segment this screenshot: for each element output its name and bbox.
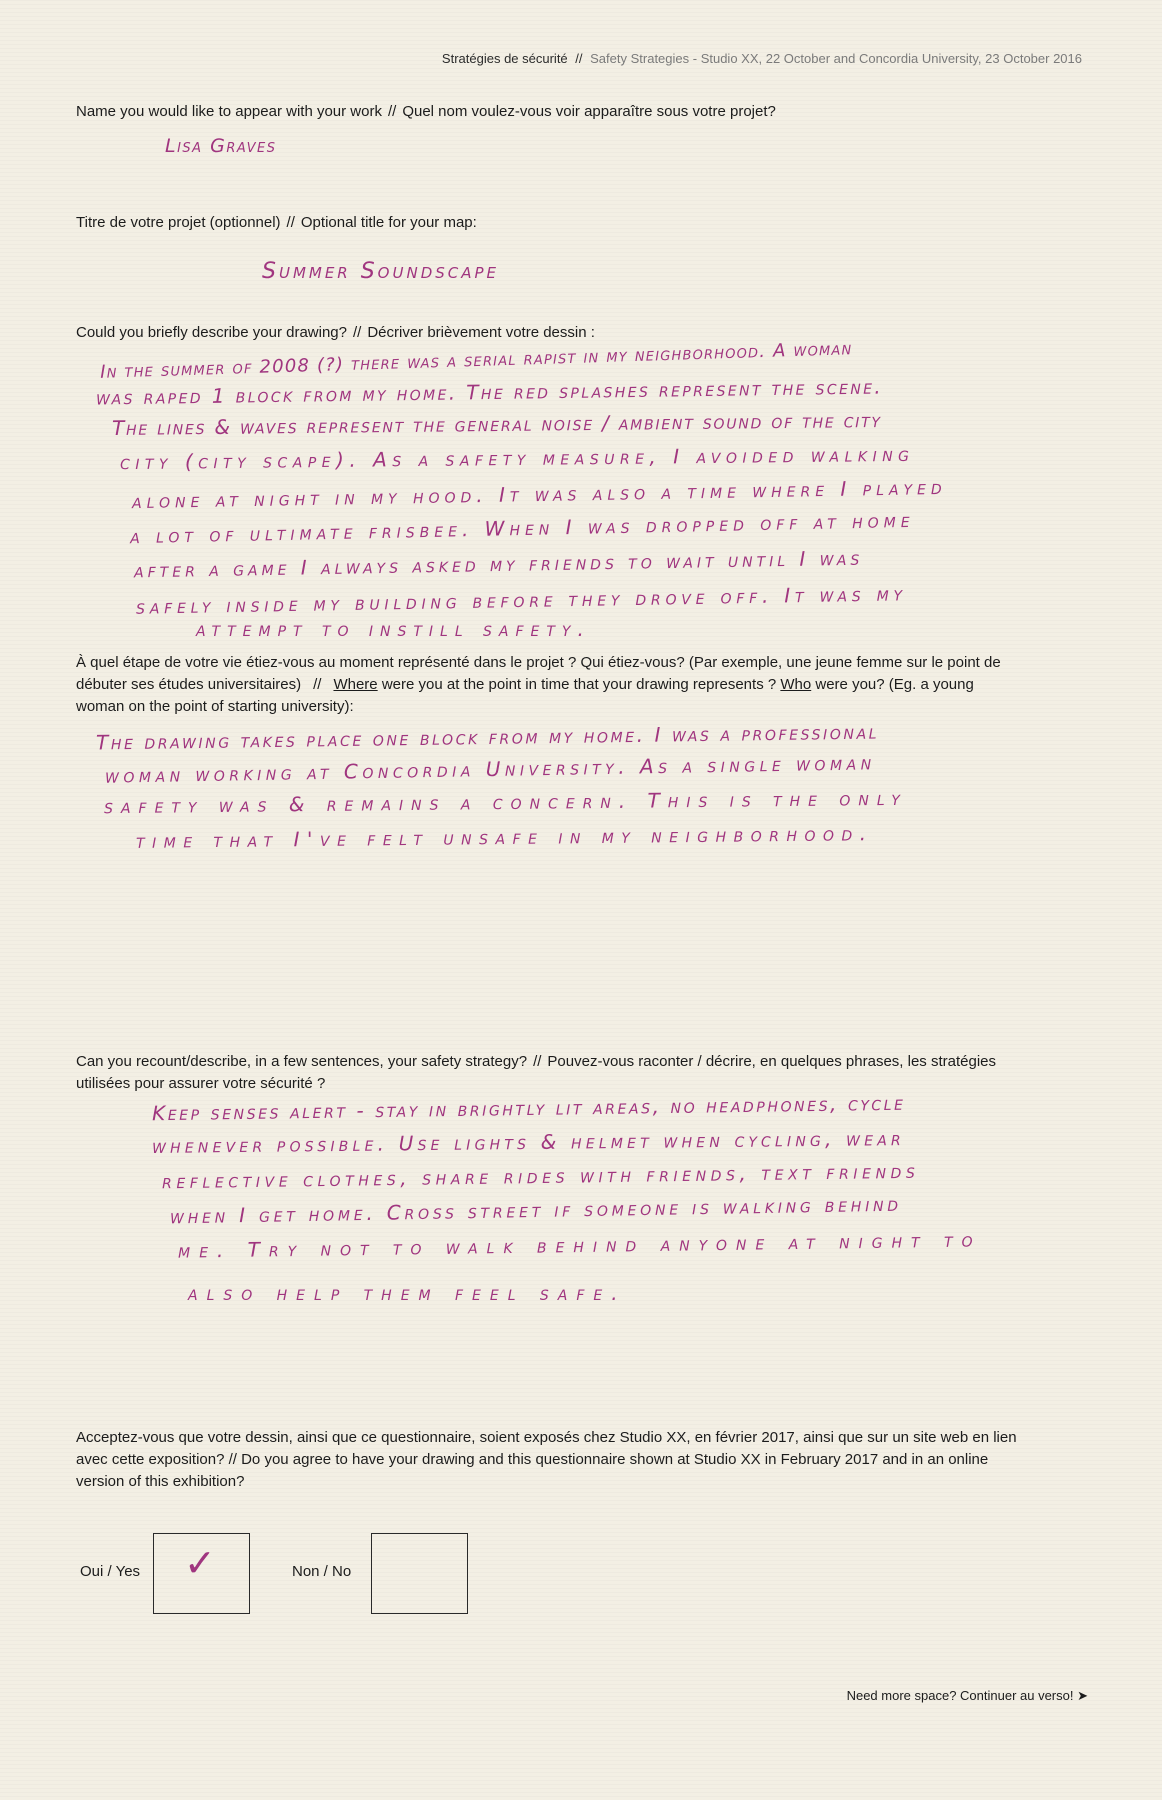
question-strategy-fr: Pouvez-vous raconter / décrire, en quelques phrases, les stratégies [547, 1053, 996, 1070]
question-stage-line2 [76, 674, 1086, 696]
answer-describe-line: The lines & waves represent the general noise / ambient sound of the city [111, 407, 882, 441]
page-header [442, 51, 1082, 66]
question-strategy [76, 1051, 1086, 1095]
answer-describe-line: safely inside my building before they drove off. It was my [135, 581, 908, 619]
question-describe-en: Could you briefly describe your drawing? [76, 324, 347, 341]
question-consent-line3: version of this exhibition? [76, 1473, 245, 1490]
question-title [76, 212, 1086, 234]
yes-checkbox[interactable] [153, 1533, 250, 1614]
yes-label: Oui / Yes [80, 1563, 141, 1580]
answer-strategy-line: reflective clothes, share rides with friends, text friends [161, 1158, 920, 1194]
question-stage-fr-line1: À quel étape de votre vie étiez-vous au moment représenté dans le projet ? Qui étiez-vous? (Par exemple, une jeune femme sur le point de [76, 654, 1001, 671]
answer-describe-line: was raped 1 block from my home. The red splashes represent the scene. [95, 374, 884, 410]
answer-describe-line: city (city scape). As a safety measure, I avoided walking [119, 441, 915, 475]
question-name-separator: // [387, 103, 397, 120]
consent-options [80, 1533, 580, 1613]
question-title-separator: // [286, 214, 295, 231]
answer-name[interactable]: Lisa Graves [165, 135, 277, 157]
answer-describe-line: attempt to instill safety. [196, 617, 591, 641]
question-strategy-line2: utilisées pour assurer votre sécurité ? [76, 1075, 326, 1092]
question-stage-fr-line2: débuter ses études universitaires) [76, 676, 302, 693]
answer-title[interactable]: Summer Soundscape [262, 259, 500, 284]
question-strategy-line1 [76, 1051, 1086, 1073]
question-consent [76, 1427, 1086, 1493]
question-name-fr: Quel nom voulez-vous voir apparaître sous votre projet? [402, 103, 776, 120]
question-stage-where: Where [333, 676, 378, 693]
question-title-en: Optional title for your map: [300, 214, 477, 231]
answer-describe-line: In the summer of 2008 (?) there was a serial rapist in my neighborhood. A woman [99, 338, 853, 383]
question-stage-en-line3: woman on the point of starting university): [76, 698, 354, 715]
question-consent-line1: Acceptez-vous que votre dessin, ainsi que ce questionnaire, soient exposés chez Studio XX, en février 2017, ainsi que sur un site web en lien [76, 1429, 1017, 1446]
header-title-en: Safety Strategies - Studio XX, 22 October and Concordia University, 23 October 2016 [590, 51, 1082, 66]
question-title-fr: Titre de votre projet (optionnel) [76, 214, 281, 231]
question-stage-separator: // [313, 676, 322, 693]
question-consent-line2: avec cette exposition? // Do you agree to have your drawing and this questionnaire shown at Studio XX in February 2017 and in an online [76, 1451, 989, 1468]
answer-describe-line: a lot of ultimate frisbee. When I was dropped off at home [129, 507, 915, 549]
continue-note: Need more space? Continuer au verso! ➤ [846, 1688, 1088, 1703]
question-name-en: Name you would like to appear with your work [76, 103, 382, 120]
answer-strategy-line: when I get home. Cross street if someone is walking behind [169, 1191, 903, 1229]
question-describe-separator: // [352, 324, 362, 341]
answer-strategy-line: Keep senses alert - stay in brightly lit areas, no headphones, cycle [151, 1090, 906, 1126]
question-name [76, 101, 1086, 123]
question-stage-who: Who [780, 676, 812, 693]
answer-stage-line: safety was & remains a concern. This is the only [103, 785, 908, 819]
answer-strategy-line: whenever possible. Use lights & helmet when cycling, wear [151, 1126, 906, 1158]
answer-describe-line: after a game I always asked my friends to wait until I was [133, 545, 864, 583]
answer-stage-line: time that I've felt unsafe in my neighborhood. [135, 821, 874, 853]
question-strategy-en: Can you recount/describe, in a few sentences, your safety strategy? [76, 1053, 528, 1070]
answer-stage-line: The drawing takes place one block from my home. I was a professional [95, 719, 880, 755]
answer-stage-line: woman working at Concordia University. As a single woman [104, 750, 876, 788]
header-title-fr: Stratégies de sécurité [441, 51, 568, 66]
question-strategy-separator: // [533, 1053, 542, 1070]
question-describe-fr: Décriver brièvement votre dessin : [367, 324, 595, 341]
answer-describe-line: alone at night in my hood. It was also a time where I played [131, 474, 947, 514]
no-label: Non / No [292, 1563, 352, 1580]
answer-strategy-line: also help them feel safe. [188, 1281, 627, 1305]
question-stage-en-part1: were you at the point in time that your drawing represents ? [377, 676, 781, 693]
no-checkbox[interactable] [371, 1533, 468, 1614]
question-stage-en-part2: were you? (Eg. a young [811, 676, 974, 693]
header-separator: // [575, 51, 583, 66]
check-icon: ✓ [184, 1541, 216, 1585]
question-stage [76, 652, 1086, 718]
answer-strategy-line: me. Try not to walk behind anyone at night to [177, 1227, 982, 1263]
